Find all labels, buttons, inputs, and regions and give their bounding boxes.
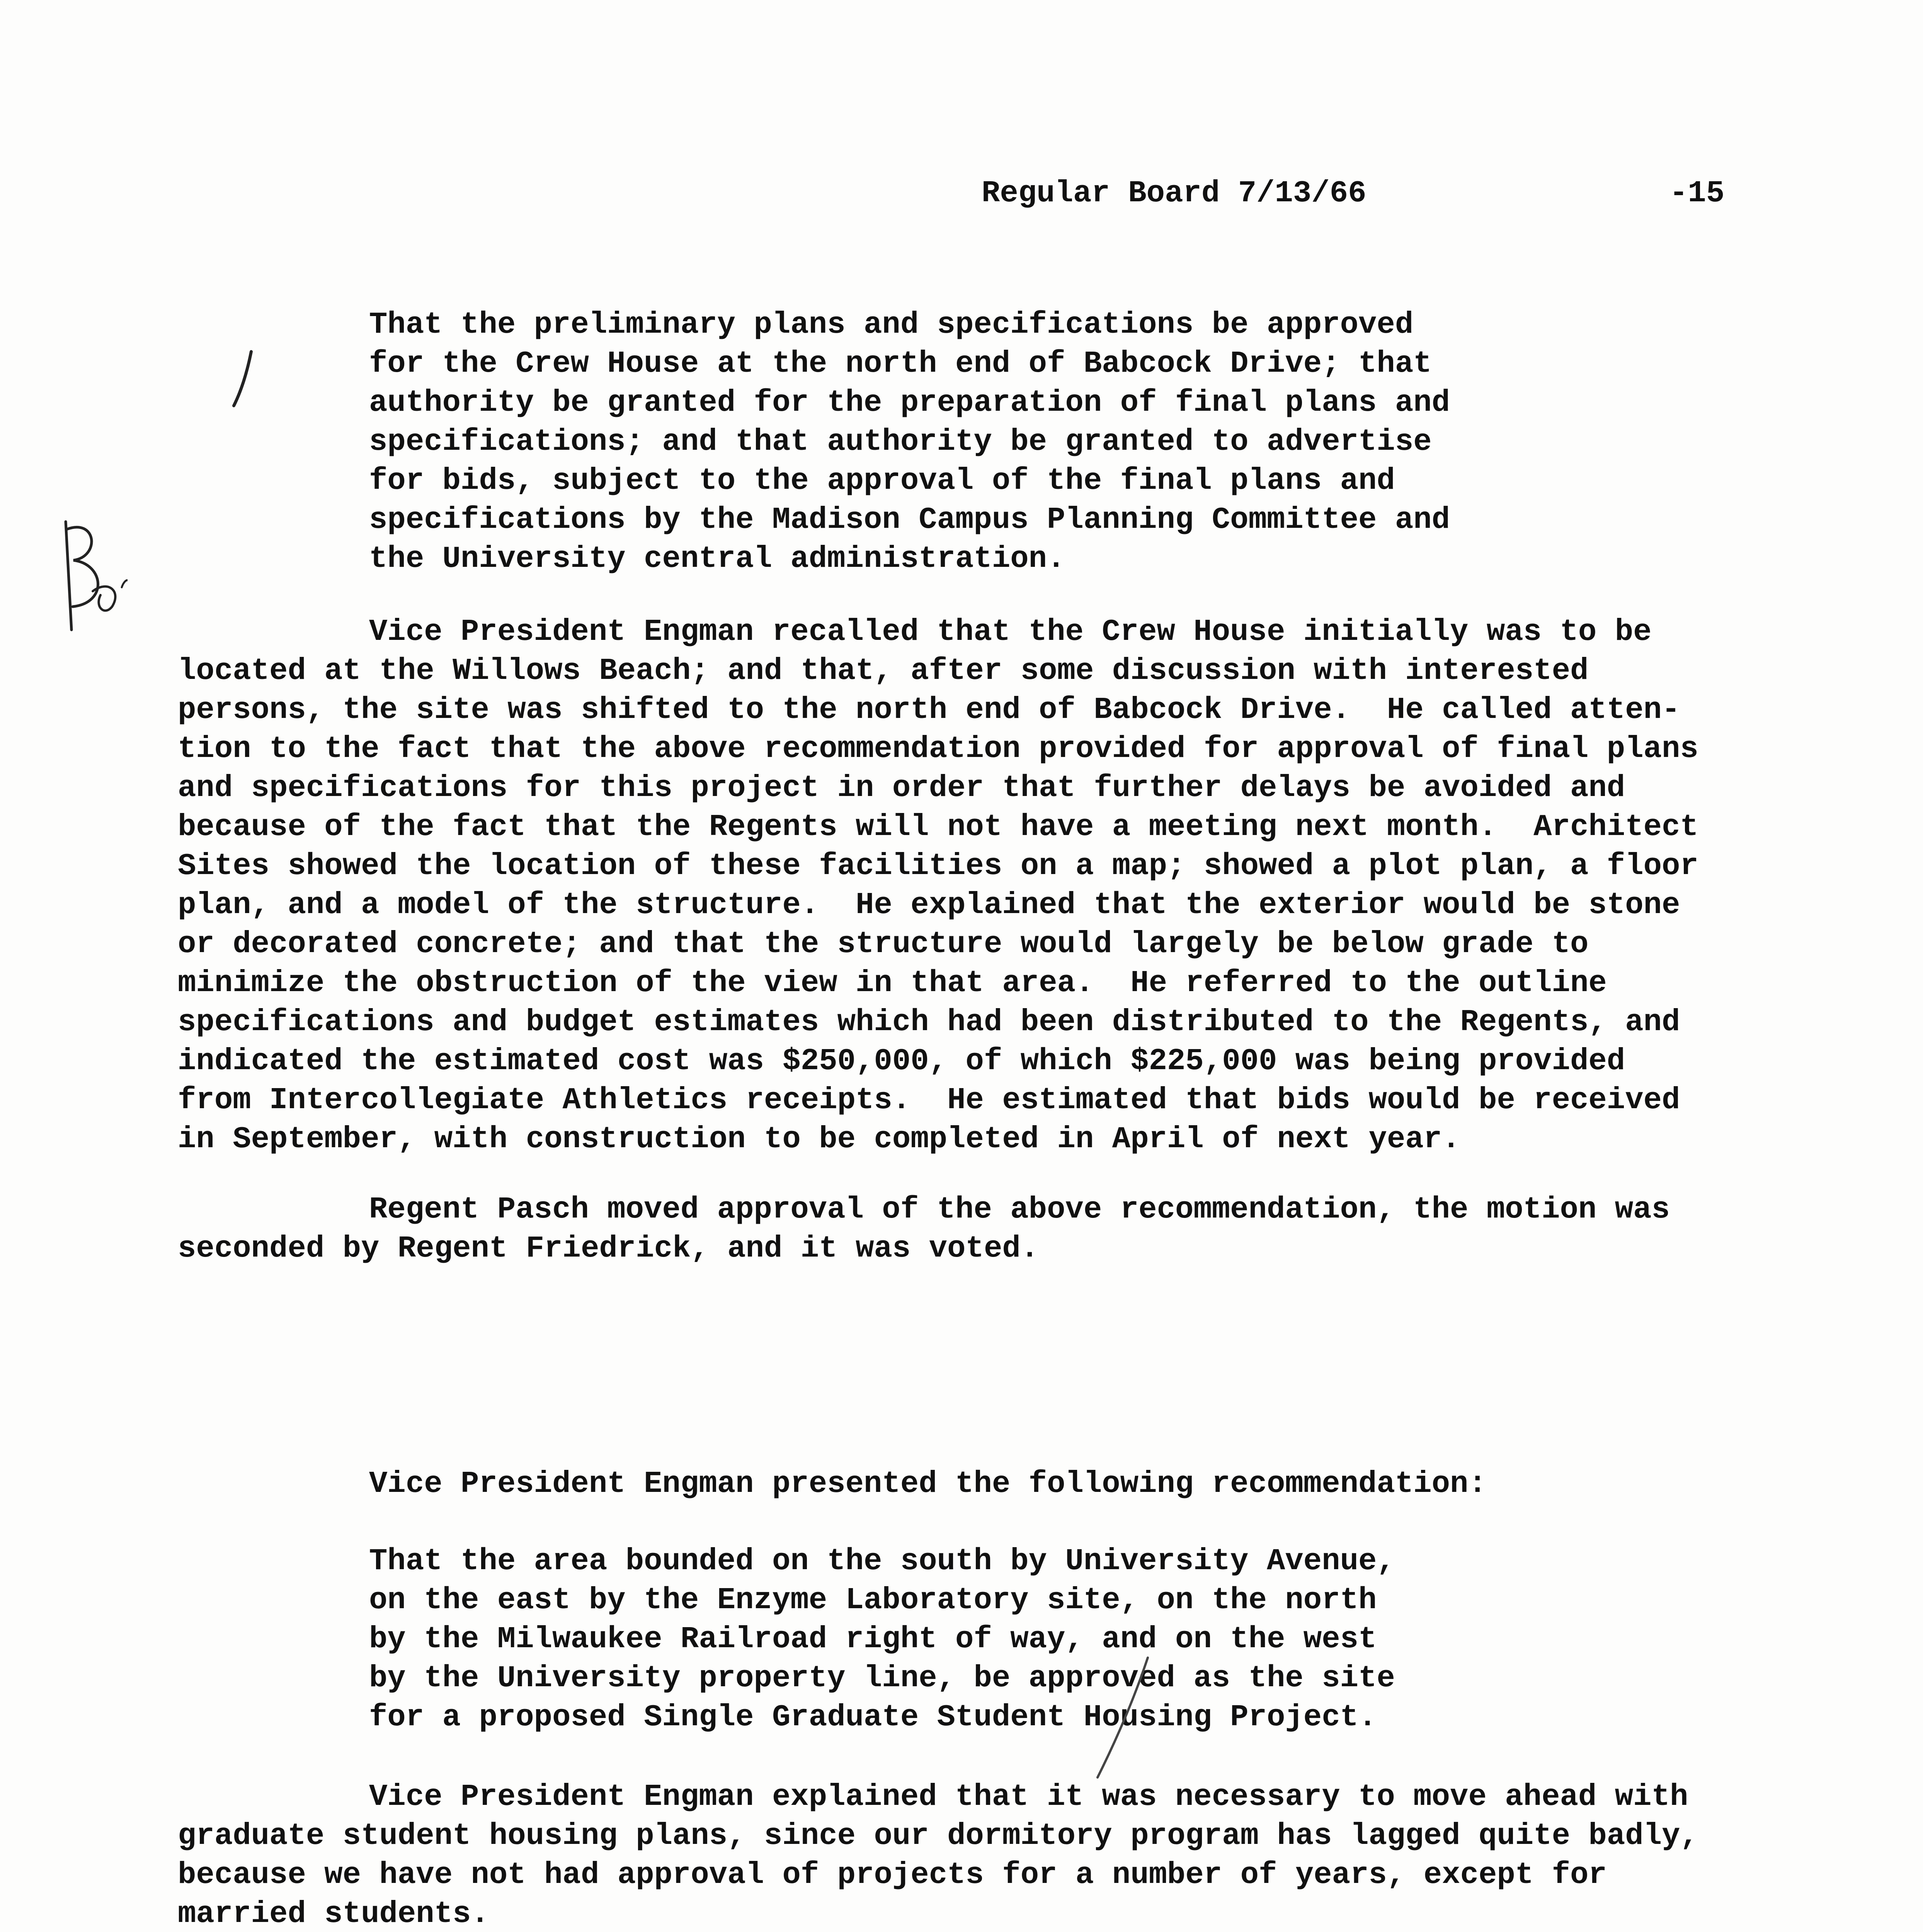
text-line: authority be granted for the preparation of final plans and xyxy=(369,385,1450,420)
text-line: or decorated concrete; and that the structure would largely be below grade to xyxy=(178,927,1589,961)
text-line: That the area bounded on the south by University Avenue, xyxy=(369,1544,1395,1578)
paragraph-1 xyxy=(178,612,1801,1159)
text-line: by the University property line, be approved as the site xyxy=(369,1661,1395,1696)
handwritten-initials-mark xyxy=(50,514,128,638)
recommendation-block-4 xyxy=(369,1542,1528,1737)
text-line: tion to the fact that the above recommendation provided for approval of final plans xyxy=(178,731,1698,766)
paragraph-2 xyxy=(178,1190,1801,1268)
text-line: plan, and a model of the structure. He explained that the exterior would be stone xyxy=(178,888,1680,922)
pen-stroke-mark xyxy=(1090,1654,1152,1781)
text-line: seconded by Regent Friedrick, and it was voted. xyxy=(178,1231,1039,1266)
text-line: the University central administration. xyxy=(369,541,1065,576)
header-title: Regular Board 7/13/66 xyxy=(982,176,1367,211)
text-line: because we have not had approval of projects for a number of years, except for xyxy=(178,1857,1607,1892)
text-line: minimize the obstruction of the view in that area. He referred to the outline xyxy=(178,966,1607,1000)
text-line: by the Milwaukee Railroad right of way, and on the west xyxy=(369,1622,1377,1656)
header-page-ref: -15 xyxy=(1669,176,1725,211)
text-line: for a proposed Single Graduate Student Housing Project. xyxy=(369,1700,1377,1735)
text-line: because of the fact that the Regents will not have a meeting next month. Architect xyxy=(178,810,1698,844)
recommendation-block-0 xyxy=(369,305,1528,578)
text-line: Sites showed the location of these facilities on a map; showed a plot plan, a floor xyxy=(178,849,1698,883)
text-line: Vice President Engman presented the following recommendation: xyxy=(369,1466,1487,1501)
text-line: on the east by the Enzyme Laboratory site, on the north xyxy=(369,1583,1377,1617)
text-line: located at the Willows Beach; and that, after some discussion with interested xyxy=(178,653,1589,688)
text-line: in September, with construction to be completed in April of next year. xyxy=(178,1122,1460,1156)
text-line: That the preliminary plans and specifications be approved xyxy=(369,307,1414,342)
paragraph-5 xyxy=(178,1777,1801,1932)
text-line: for bids, subject to the approval of the final plans and xyxy=(369,463,1395,498)
page-header xyxy=(982,176,1739,315)
text-line: specifications; and that authority be granted to advertise xyxy=(369,424,1432,459)
text-line: specifications and budget estimates which had been distributed to the Regents, and xyxy=(178,1005,1680,1039)
text-line: Vice President Engman recalled that the Crew House initially was to be xyxy=(369,614,1652,649)
text-line: Vice President Engman explained that it was necessary to move ahead with xyxy=(369,1779,1688,1814)
text-line: indicated the estimated cost was $250,000, of which $225,000 was being provided xyxy=(178,1044,1625,1078)
text-line: graduate student housing plans, since our dormitory program has lagged quite badly, xyxy=(178,1818,1698,1853)
margin-tick-mark xyxy=(228,348,259,410)
text-line: persons, the site was shifted to the north end of Babcock Drive. He called atten- xyxy=(178,692,1680,727)
text-line: for the Crew House at the north end of Babcock Drive; that xyxy=(369,346,1432,381)
text-line: married students. xyxy=(178,1896,489,1931)
paragraph-3 xyxy=(178,1464,1801,1503)
text-line: from Intercollegiate Athletics receipts. He estimated that bids would be received xyxy=(178,1083,1680,1117)
text-line: and specifications for this project in order that further delays be avoided and xyxy=(178,770,1625,805)
text-line: specifications by the Madison Campus Planning Committee and xyxy=(369,502,1450,537)
text-line: Regent Pasch moved approval of the above recommendation, the motion was xyxy=(369,1192,1670,1227)
